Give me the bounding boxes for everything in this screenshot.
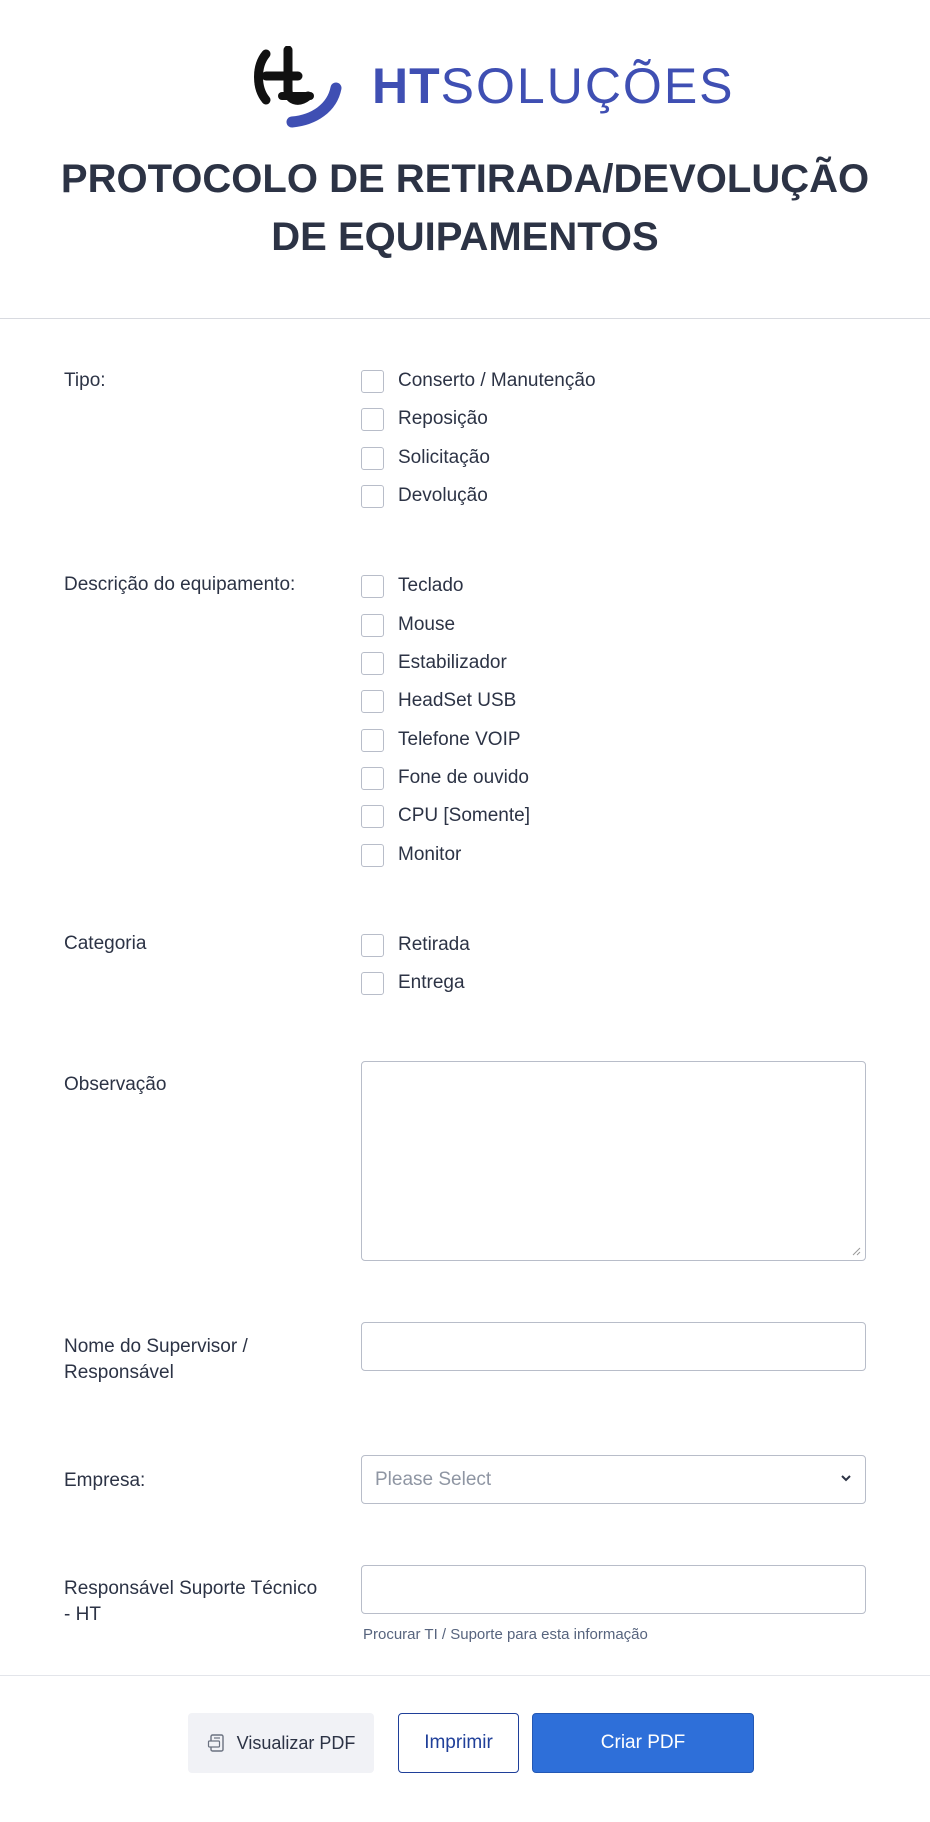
tipo-option-conserto[interactable]: Conserto / Manutenção <box>361 368 596 394</box>
checkbox[interactable] <box>361 934 384 957</box>
footer-divider <box>0 1675 930 1676</box>
observacao-textarea[interactable] <box>361 1061 866 1261</box>
checkbox[interactable] <box>361 408 384 431</box>
checkbox[interactable] <box>361 844 384 867</box>
page-title <box>40 150 890 266</box>
checkbox[interactable] <box>361 370 384 393</box>
categoria-label: Categoria <box>64 933 147 954</box>
descricao-option-teclado[interactable]: Teclado <box>361 573 464 599</box>
suporte-label: Responsável Suporte Técnico - HT <box>64 1578 318 1625</box>
descricao-label: Descrição do equipamento: <box>64 574 296 595</box>
suporte-input[interactable] <box>361 1565 866 1614</box>
checkbox[interactable] <box>361 805 384 828</box>
checkbox[interactable] <box>361 972 384 995</box>
tipo-label: Tipo: <box>64 370 106 391</box>
checkbox[interactable] <box>361 575 384 598</box>
checkbox[interactable] <box>361 729 384 752</box>
brand-name: HTSOLUÇÕES <box>372 58 735 114</box>
tipo-option-reposicao[interactable]: Reposição <box>361 406 488 432</box>
title-line-2: DE EQUIPAMENTOS <box>271 215 659 259</box>
view-pdf-button[interactable]: Visualizar PDF <box>188 1713 374 1773</box>
empresa-select[interactable] <box>361 1455 866 1504</box>
descricao-option-mouse[interactable]: Mouse <box>361 612 455 638</box>
ht-logo-icon <box>252 46 348 130</box>
checkbox[interactable] <box>361 690 384 713</box>
form-header <box>0 0 930 319</box>
suporte-hint: Procurar TI / Suporte para esta informação <box>363 1626 648 1643</box>
descricao-option-telefone-voip[interactable]: Telefone VOIP <box>361 727 521 753</box>
descricao-option-fone[interactable]: Fone de ouvido <box>361 765 529 791</box>
checkbox[interactable] <box>361 485 384 508</box>
checkbox[interactable] <box>361 614 384 637</box>
empresa-label: Empresa: <box>64 1470 146 1491</box>
select-placeholder: Please Select <box>375 1469 492 1490</box>
supervisor-input[interactable] <box>361 1322 866 1371</box>
title-line-1: PROTOCOLO DE RETIRADA/DEVOLUÇÃO <box>60 157 870 201</box>
descricao-option-estabilizador[interactable]: Estabilizador <box>361 650 507 676</box>
categoria-option-entrega[interactable]: Entrega <box>361 970 465 996</box>
pdf-document-icon <box>207 1733 227 1753</box>
resize-handle-icon[interactable] <box>851 1246 861 1256</box>
checkbox[interactable] <box>361 652 384 675</box>
tipo-option-devolucao[interactable]: Devolução <box>361 483 488 509</box>
chevron-down-icon <box>839 1473 853 1483</box>
descricao-option-cpu[interactable]: CPU [Somente] <box>361 803 530 829</box>
checkbox[interactable] <box>361 447 384 470</box>
create-pdf-button[interactable]: Criar PDF <box>532 1713 754 1773</box>
supervisor-label: Nome do Supervisor / Responsável <box>64 1336 248 1383</box>
descricao-option-monitor[interactable]: Monitor <box>361 842 461 868</box>
checkbox[interactable] <box>361 767 384 790</box>
categoria-option-retirada[interactable]: Retirada <box>361 932 470 958</box>
tipo-option-solicitacao[interactable]: Solicitação <box>361 445 490 471</box>
print-button[interactable]: Imprimir <box>398 1713 519 1773</box>
observacao-label: Observação <box>64 1074 167 1095</box>
descricao-option-headset[interactable]: HeadSet USB <box>361 688 516 714</box>
